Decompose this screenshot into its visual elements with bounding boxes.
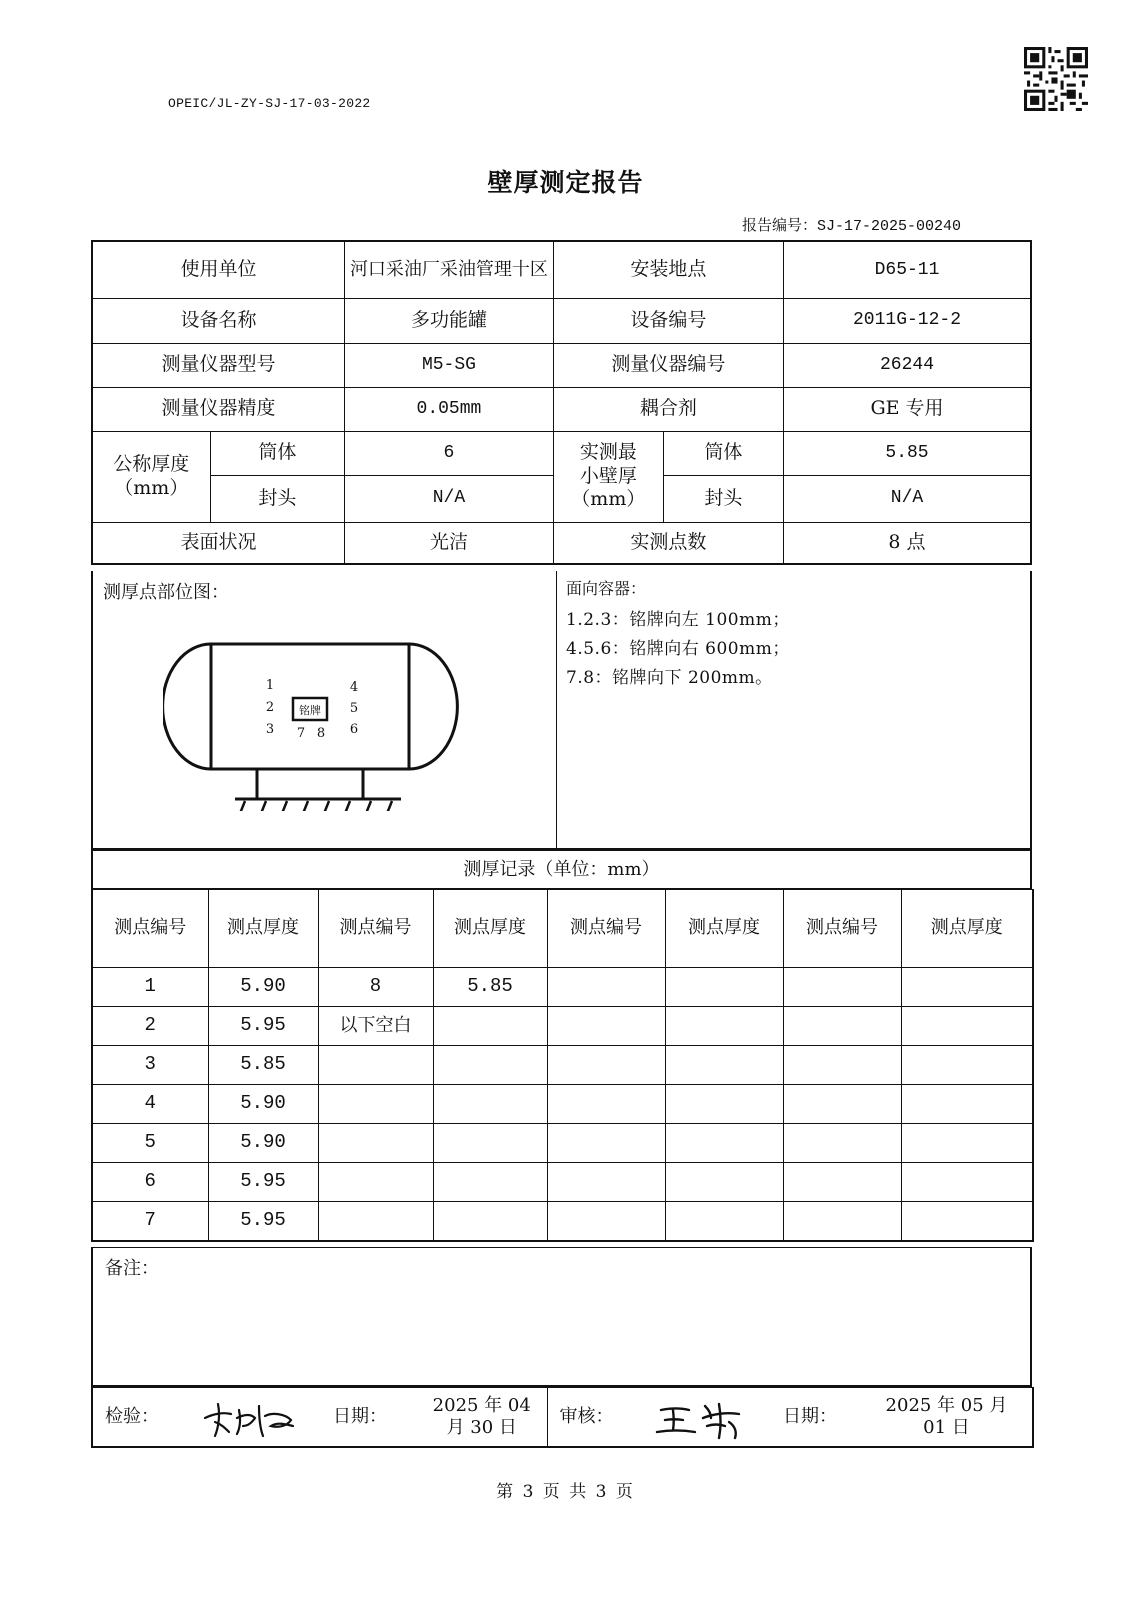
nominal-shell-label: 筒体: [210, 431, 344, 475]
records-title: 测厚记录（单位：mm）: [91, 850, 1032, 890]
instrument-model-value: M5-SG: [345, 343, 554, 387]
point-4: 4: [349, 680, 359, 695]
points-count-value: 8 点: [784, 522, 1032, 564]
point-thickness-cell: [665, 1046, 783, 1085]
point-number-cell: [783, 1124, 901, 1163]
point-thickness-cell: [433, 1085, 547, 1124]
diagram-label: 测厚点部位图：: [103, 582, 229, 603]
point-thickness-cell: [665, 1085, 783, 1124]
measurement-diagram-section: [91, 571, 1032, 850]
table-row: [92, 1163, 1033, 1202]
point-thickness-cell: 5.85: [433, 968, 547, 1007]
remarks-section: [91, 1247, 1032, 1387]
point-thickness-cell: [665, 1007, 783, 1046]
point-thickness-cell: [433, 1007, 547, 1046]
measured-head-label: 封头: [663, 475, 783, 522]
column-header: 测点编号: [318, 890, 433, 968]
report-number: [742, 214, 961, 235]
equipment-name-value: 多功能罐: [345, 298, 554, 343]
vessel-diagram: [163, 611, 473, 811]
review-date-label: 日期：: [779, 1388, 861, 1448]
report-title: 壁厚测定报告: [487, 168, 644, 197]
point-thickness-cell: [901, 1007, 1033, 1046]
point-number-cell: [318, 1046, 433, 1085]
user-unit-value: 河口采油厂采油管理十区: [345, 241, 554, 298]
orientation-line-2: 4.5.6：铭牌向右 600mm；: [566, 639, 790, 659]
point-number-cell: [783, 1163, 901, 1202]
point-number-cell: 1: [92, 968, 208, 1007]
column-header: 测点厚度: [901, 890, 1033, 968]
table-row: [92, 1085, 1033, 1124]
measured-min-unit: （mm）: [571, 488, 646, 511]
column-header: 测点编号: [92, 890, 208, 968]
point-thickness-cell: [901, 1085, 1033, 1124]
point-number-cell: [547, 1163, 665, 1202]
measured-min-line1: 实测最: [579, 440, 637, 463]
point-thickness-cell: [901, 1163, 1033, 1202]
point-number-cell: 6: [92, 1163, 208, 1202]
ground-hatch: [239, 801, 392, 811]
inspector-signature-icon: [193, 1392, 313, 1442]
user-unit-label: 使用单位: [92, 241, 345, 298]
point-thickness-cell: [433, 1046, 547, 1085]
column-header: 测点厚度: [665, 890, 783, 968]
point-thickness-cell: 5.95: [208, 1007, 318, 1046]
point-number-cell: [318, 1163, 433, 1202]
point-number-cell: [547, 1124, 665, 1163]
point-number-cell: 3: [92, 1046, 208, 1085]
point-thickness-cell: [433, 1124, 547, 1163]
point-6: 6: [349, 722, 359, 737]
surface-condition-value: 光洁: [345, 522, 554, 564]
point-2: 2: [265, 700, 275, 715]
equipment-info-table: [91, 240, 1032, 565]
point-1: 1: [265, 678, 275, 693]
vessel-right-head: [409, 644, 457, 769]
reviewer-signature: [634, 1388, 779, 1448]
point-number-cell: [547, 1046, 665, 1085]
point-number-cell: [547, 968, 665, 1007]
point-thickness-cell: 5.95: [208, 1163, 318, 1202]
instrument-precision-label: 测量仪器精度: [92, 387, 345, 431]
point-number-cell: [783, 1046, 901, 1085]
orientation-line-3: 7.8：铭牌向下 200mm。: [566, 668, 773, 688]
point-number-cell: 2: [92, 1007, 208, 1046]
couplant-label: 耦合剂: [553, 387, 783, 431]
point-number-cell: 4: [92, 1085, 208, 1124]
point-8: 8: [316, 726, 326, 741]
inspect-date-line1: 2025 年 04: [432, 1394, 531, 1416]
install-location-value: D65-11: [784, 241, 1032, 298]
points-count-label: 实测点数: [553, 522, 783, 564]
point-number-cell: [783, 968, 901, 1007]
table-row: [92, 1202, 1033, 1241]
point-number-cell: 以下空白: [318, 1007, 433, 1046]
point-thickness-cell: [433, 1202, 547, 1241]
inspect-date-label: 日期：: [329, 1388, 417, 1448]
measured-head-value: N/A: [784, 475, 1032, 522]
couplant-value: GE 专用: [784, 387, 1032, 431]
point-5: 5: [349, 701, 359, 716]
point-number-cell: [783, 1007, 901, 1046]
point-thickness-cell: [901, 1046, 1033, 1085]
column-header: 测点厚度: [433, 890, 547, 968]
point-thickness-cell: [901, 968, 1033, 1007]
measured-min-line2: 小壁厚: [579, 464, 637, 487]
point-thickness-cell: [665, 1163, 783, 1202]
nominal-shell-value: 6: [345, 431, 554, 475]
point-thickness-cell: 5.90: [208, 968, 318, 1007]
page-number: 第 3 页 共 3 页: [496, 1482, 635, 1502]
point-number-cell: [547, 1085, 665, 1124]
point-number-cell: [318, 1124, 433, 1163]
point-thickness-cell: 5.95: [208, 1202, 318, 1241]
inspector-signature: [177, 1388, 329, 1448]
qr-code-icon: [1024, 47, 1088, 111]
point-number-cell: [783, 1202, 901, 1241]
instrument-no-label: 测量仪器编号: [553, 343, 783, 387]
orientation-label: 面向容器：: [566, 579, 647, 598]
point-thickness-cell: [433, 1163, 547, 1202]
inspector-label: 检验：: [92, 1388, 177, 1448]
point-thickness-cell: 5.90: [208, 1085, 318, 1124]
instrument-model-label: 测量仪器型号: [92, 343, 345, 387]
nominal-head-value: N/A: [345, 475, 554, 522]
equipment-no-value: 2011G-12-2: [784, 298, 1032, 343]
point-number-cell: 8: [318, 968, 433, 1007]
point-number-cell: 5: [92, 1124, 208, 1163]
column-header: 测点编号: [547, 890, 665, 968]
column-header: 测点编号: [783, 890, 901, 968]
measured-min-thickness-label: [553, 431, 663, 522]
equipment-no-label: 设备编号: [553, 298, 783, 343]
reviewer-label: 审核：: [547, 1388, 634, 1448]
point-number-cell: [547, 1202, 665, 1241]
nominal-thickness-label: [92, 431, 210, 522]
point-7: 7: [296, 726, 306, 741]
reviewer-signature-icon: [647, 1392, 767, 1442]
nominal-thickness-title: 公称厚度: [113, 452, 190, 475]
table-row: [92, 1046, 1033, 1085]
point-number-cell: [318, 1202, 433, 1241]
vessel-left-head: [163, 644, 211, 769]
records-header-row: [92, 890, 1033, 968]
point-thickness-cell: 5.85: [208, 1046, 318, 1085]
document-code: OPEIC/JL-ZY-SJ-17-03-2022: [168, 96, 371, 111]
surface-condition-label: 表面状况: [92, 522, 345, 564]
point-thickness-cell: [901, 1124, 1033, 1163]
section-divider: [556, 571, 557, 848]
inspect-date: [417, 1388, 547, 1448]
point-thickness-cell: [665, 1124, 783, 1163]
orientation-line-1: 1.2.3：铭牌向左 100mm；: [566, 610, 790, 630]
review-date-line2: 01 日: [923, 1417, 970, 1438]
nominal-head-label: 封头: [210, 475, 344, 522]
install-location-label: 安装地点: [553, 241, 783, 298]
nominal-thickness-unit: （mm）: [114, 476, 189, 499]
thickness-records-table: [91, 889, 1034, 1242]
point-number-cell: 7: [92, 1202, 208, 1241]
report-number-value: SJ-17-2025-00240: [816, 218, 961, 235]
point-3: 3: [265, 722, 275, 737]
report-number-label: 报告编号：: [741, 216, 817, 234]
point-number-cell: [318, 1085, 433, 1124]
instrument-precision-value: 0.05mm: [345, 387, 554, 431]
review-date: [861, 1388, 1033, 1448]
review-date-line1: 2025 年 05 月: [885, 1394, 1008, 1416]
equipment-name-label: 设备名称: [92, 298, 345, 343]
instrument-no-value: 26244: [784, 343, 1032, 387]
point-thickness-cell: [901, 1202, 1033, 1241]
inspect-date-line2: 月 30 日: [446, 1417, 517, 1438]
measured-shell-value: 5.85: [784, 431, 1032, 475]
signoff-table: [91, 1387, 1034, 1448]
point-number-cell: [547, 1007, 665, 1046]
point-number-cell: [783, 1085, 901, 1124]
table-row: [92, 968, 1033, 1007]
point-thickness-cell: [665, 968, 783, 1007]
point-thickness-cell: 5.90: [208, 1124, 318, 1163]
measured-shell-label: 筒体: [663, 431, 783, 475]
nameplate-label: 铭牌: [299, 704, 321, 717]
column-header: 测点厚度: [208, 890, 318, 968]
remarks-label: 备注：: [105, 1258, 159, 1279]
table-row: [92, 1007, 1033, 1046]
table-row: [92, 1124, 1033, 1163]
point-thickness-cell: [665, 1202, 783, 1241]
